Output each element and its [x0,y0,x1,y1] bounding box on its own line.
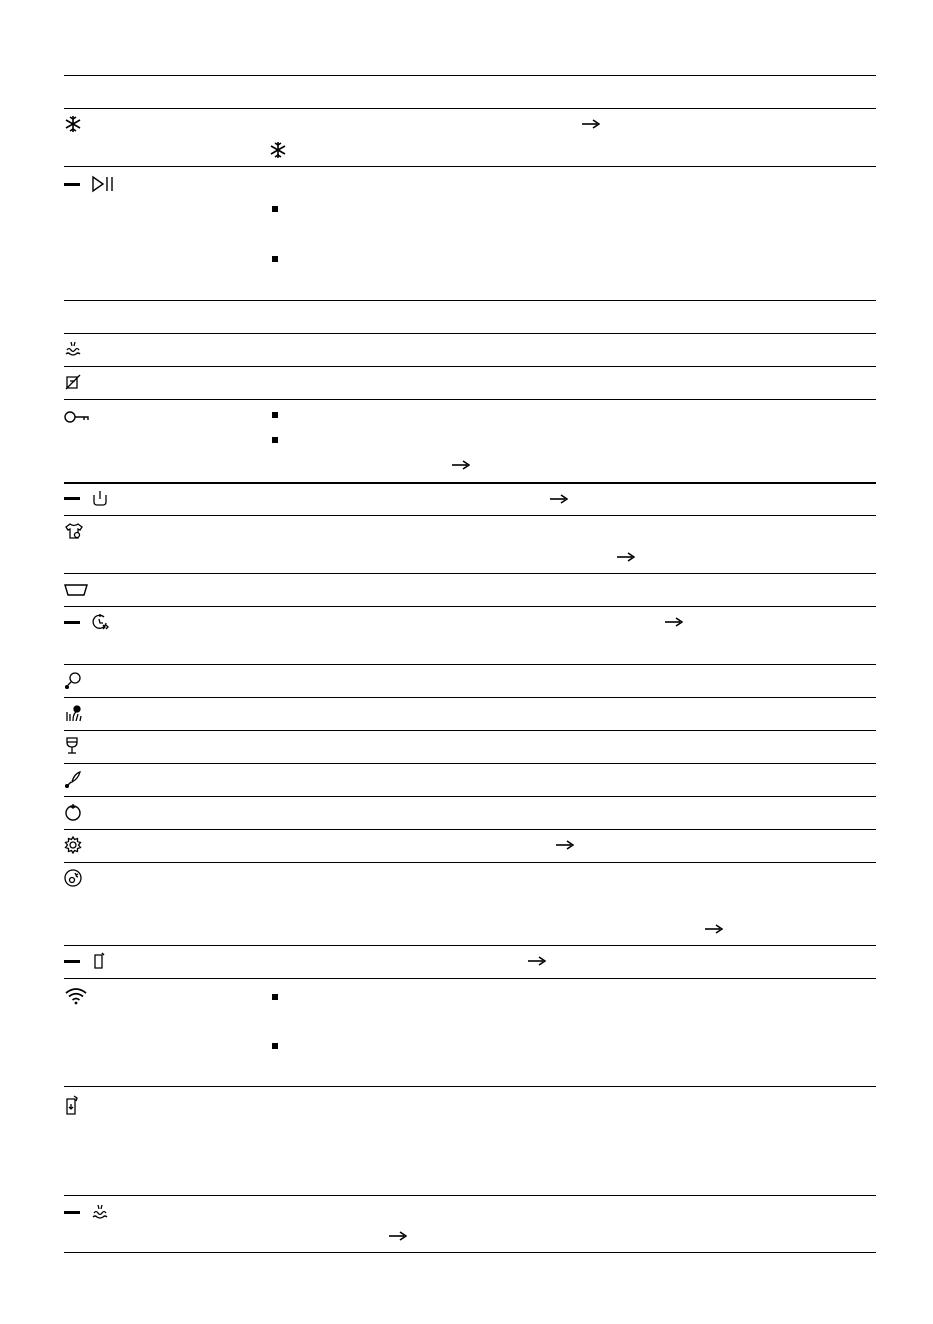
wine-glass-icon [64,737,80,755]
bullet-icon [272,437,278,443]
dash-icon [64,497,80,500]
speed-timer-icon [91,613,109,631]
bullet-icon [272,1043,278,1049]
door-icon [91,952,107,970]
table-row [64,366,876,399]
table-row [64,399,876,482]
stain-icon [64,671,82,689]
dash-icon [64,1211,80,1214]
arrow-icon [452,460,470,470]
snowflake-icon [269,141,287,159]
steam-icon [91,1203,109,1221]
arrow-icon [389,1231,407,1241]
table-row [64,862,876,945]
bullet-icon [272,206,278,212]
dash-icon [64,183,80,186]
power-icon [91,489,109,507]
bullet-icon [272,256,278,262]
table-row [64,573,876,606]
start-pause-icon [91,175,115,193]
grass-stain-icon [64,770,82,788]
table-row [64,1086,876,1195]
table-row [64,730,876,763]
table-row [64,333,876,366]
table-row [64,945,876,978]
allergy-icon [64,704,84,722]
key-icon [64,410,90,424]
arrow-icon [550,494,568,504]
table-row [64,515,876,573]
table-row [64,763,876,796]
table-row [64,108,876,166]
remote-start-icon [64,1095,80,1115]
wifi-icon [64,987,88,1005]
bullet-icon [272,994,278,1000]
steam-icon [64,340,82,358]
arrow-icon [582,119,600,129]
drum-icon [64,583,88,597]
shirt-icon [64,522,84,540]
gear-icon [64,836,82,854]
settings-table [64,75,876,1253]
arrow-icon [705,924,723,934]
table-row [64,606,876,664]
arrow-icon [528,956,546,966]
arrow-icon [665,617,683,627]
table-row [64,697,876,730]
table-row [64,796,876,829]
tomato-icon [64,803,82,821]
arrow-icon [617,552,635,562]
table-row [64,664,876,697]
table-header-row [64,75,876,108]
snowflake-icon [64,115,82,133]
no-iron-icon [64,373,82,391]
table-row [64,1195,876,1253]
dash-icon [64,621,80,624]
table-row [64,829,876,862]
table-section-row [64,300,876,333]
drum-clean-icon [64,869,82,887]
arrow-icon [556,840,574,850]
table-row [64,978,876,1086]
dash-icon [64,960,80,963]
table-row [64,166,876,300]
table-row [64,482,876,515]
bullet-icon [272,412,278,418]
